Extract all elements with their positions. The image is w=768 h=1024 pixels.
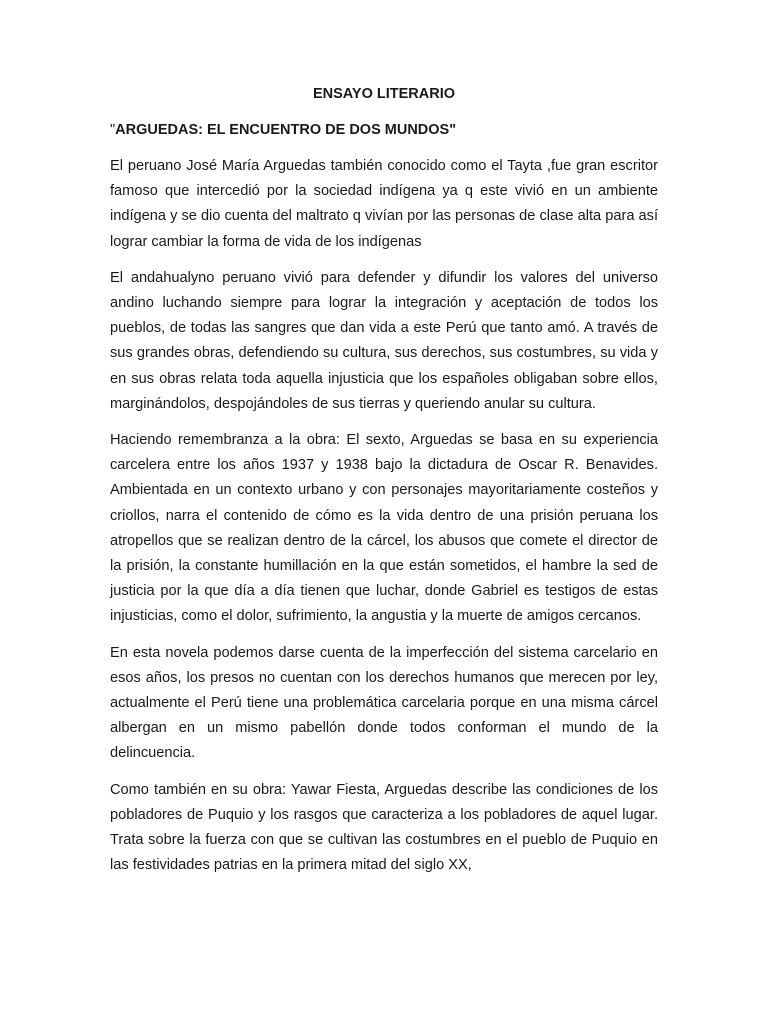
document-subtitle: [110, 120, 658, 140]
paragraph-4: En esta novela podemos darse cuenta de la imperfección del sistema carcelario en esos años, los presos no cuentan con los derechos humanos que merecen por ley, actualmente el Perú tiene una problemática carcelaria porque en una misma cárcel albergan en un mismo pabellón donde todos conforman el mundo de la delincuencia.: [110, 644, 658, 762]
subtitle-open-quote: ": [110, 122, 116, 138]
paragraph-5: Como también en su obra: Yawar Fiesta, Arguedas describe las condiciones de los pobladores de Puquio y los rasgos que caracteriza a los pobladores de aquel lugar. Trata sobre la fuerza con que se cultivan las costumbres en el pueblo de Puquio en las festividades patrias en la primera mitad del siglo XX,: [110, 781, 658, 874]
subtitle-close-quote: ": [449, 122, 457, 138]
paragraph-1: El peruano José María Arguedas también conocido como el Tayta ,fue gran escritor famoso que intercedió por la sociedad indígena ya q este vivió en un ambiente indígena y se dio cuenta del maltrato q vivían por las personas de clase alta para así lograr cambiar la forma de vida de los indígenas: [110, 158, 658, 250]
document-title: ENSAYO LITERARIO: [312, 86, 456, 102]
document-page: [110, 84, 658, 889]
paragraph-2: El andahualyno peruano vivió para defender y difundir los valores del universo andino luchando siempre para lograr la integración y aceptación de todos los pueblos, de todas las sangres que dan vida a este Perú que tanto amó. A través de sus grandes obras, defendiendo su cultura, sus derechos, sus costumbres, su vida y en sus obras relata toda aquella injusticia que los españoles obligaban sobre ellos, marginándolos, despojándoles de sus tierras y queriendo anular su cultura.: [110, 269, 658, 412]
subtitle-text: ARGUEDAS: EL ENCUENTRO DE DOS MUNDOS: [115, 122, 450, 138]
paragraph-3: Haciendo remembranza a la obra: El sexto, Arguedas se basa en su experiencia carcelera entre los años 1937 y 1938 bajo la dictadura de Oscar R. Benavides. Ambientada en un contexto urbano y con personajes mayoritariamente costeños y criollos, narra el contenido de cómo es la vida dentro de una prisión peruana los atropellos que se realizan dentro de la cárcel, los abusos que comete el director de la prisión, la constante humillación en la que están sometidos, el hambre la sed de justicia por la que día a día tienen que luchar, donde Gabriel es testigos de estas injusticias, como el dolor, sufrimiento, la angustia y la muerte de amigos cercanos.: [110, 432, 658, 625]
